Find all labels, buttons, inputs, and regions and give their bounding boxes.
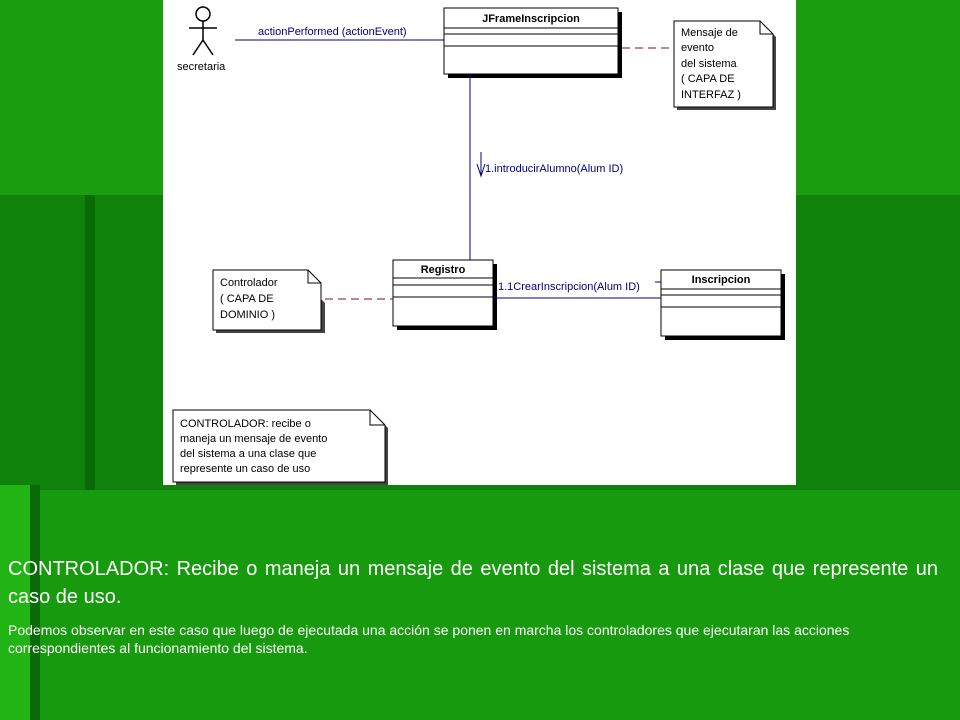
class-jframe-name: JFrameInscripcion [482,13,580,25]
note-interfaz-line-2: evento [681,42,715,54]
message-action-performed: actionPerformed (actionEvent) [258,26,407,38]
note-interfaz-line-5: INTERFAZ ) [681,89,741,101]
note-controlador [213,270,325,333]
background-top-left [0,0,163,195]
note-interfaz [674,21,776,110]
note-interfaz-line-3: del sistema [681,58,737,70]
actor-label: secretaria [177,61,226,73]
slide-text-block [8,555,938,657]
background-top-right [796,0,960,195]
message-crear-inscripcion: 1.1CrearInscripcion(Alum ID) [498,281,640,293]
note-controlador-line-2: ( CAPA DE [220,293,274,305]
class-registro [393,260,497,330]
actor-secretaria [189,7,217,55]
note-interfaz-line-1: Mensaje de [681,27,738,39]
slide-sub-text: Podemos observar en este caso que luego de ejecutada una acción se ponen en marcha los controladores que ejecutaran las acciones correspondientes al funcionamiento del sistema. [8,622,850,656]
note-definition [173,410,388,485]
uml-collaboration-diagram [163,0,796,485]
class-jframeinscripcion [444,8,622,78]
class-inscripcion-name: Inscripcion [691,274,751,286]
slide-main-text: CONTROLADOR: Recibe o maneja un mensaje de evento del sistema a una clase que represente un caso de uso. [8,558,938,608]
actor-head-icon [196,7,210,21]
message-arrow-down-icon [477,152,485,176]
note-definition-line-1: CONTROLADOR: recibe o [180,418,311,430]
message-introducir-alumno: 1.introducirAlumno(Alum ID) [485,163,624,175]
note-controlador-line-3: DOMINIO ) [220,309,275,321]
note-controlador-line-1: Controlador [220,277,278,289]
note-definition-line-4: represente un caso de uso [180,463,311,475]
note-definition-line-2: maneja un mensaje de evento [180,433,328,445]
class-registro-name: Registro [420,264,466,276]
class-inscripcion [661,270,785,340]
note-definition-line-3: del sistema a una clase que [180,448,317,460]
note-interfaz-line-4: ( CAPA DE [681,73,735,85]
